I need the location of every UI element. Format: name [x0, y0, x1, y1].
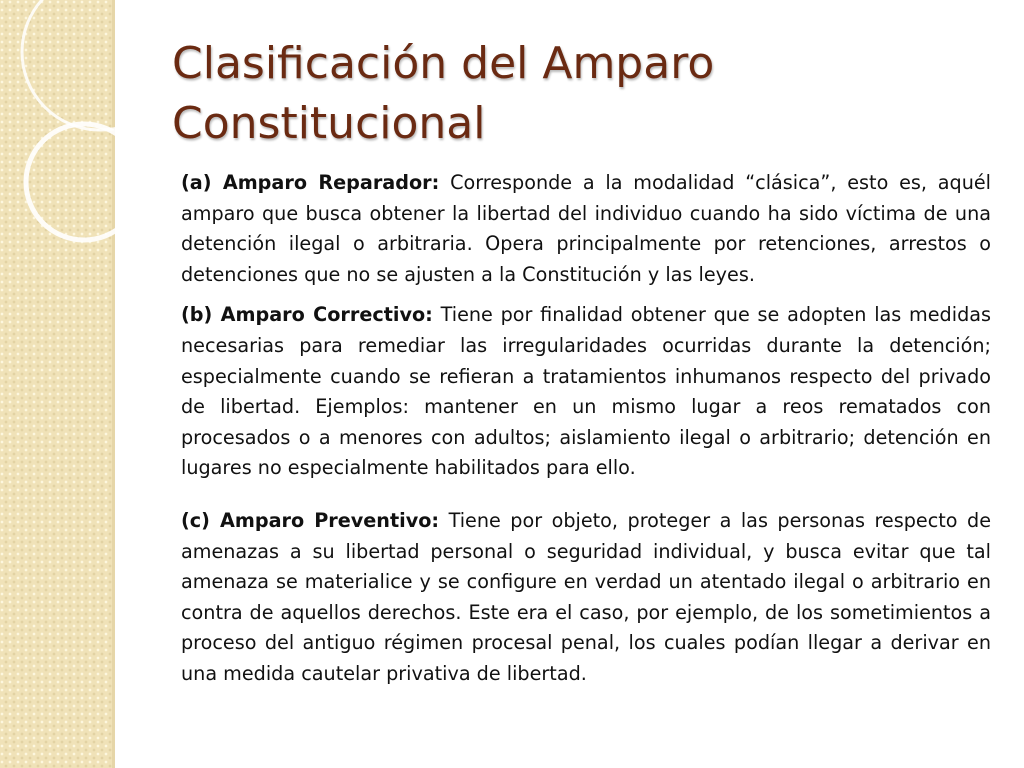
paragraph-amparo-preventivo [181, 506, 991, 690]
slide-title [172, 34, 972, 154]
decorative-rings [0, 0, 200, 280]
paragraph-text: Tiene por finalidad obtener que se adopten las medidas necesarias para remediar las irregularidades ocurridas durante la detención; especialmente cuando se refieran a tratamientos inhumanos respecto del privado de libertad. Ejemplos: mantener en un mismo lugar a reos rematados con procesados o a menores con adultos; aislamiento ilegal o arbitrario; detención en lugares no especialmente habilitados para ello. [181, 303, 991, 480]
paragraph-lead: (b) Amparo Correctivo: [181, 303, 433, 327]
decorative-ring-large [22, 0, 178, 130]
paragraph-amparo-reparador [181, 168, 991, 290]
paragraph-lead: (a) Amparo Reparador: [181, 171, 440, 194]
decorative-ring-small [26, 124, 142, 240]
paragraph-lead: (c) Amparo Preventivo: [181, 508, 440, 532]
slide-title-line-2: Constitucional [172, 98, 486, 149]
paragraph-text: Tiene por objeto, proteger a las personas respecto de amenazas a su libertad personal o seguridad individual, y busca evitar que tal amenaza se materialice y se configure en verdad un atentado ilegal o arbitrario en contra de aquellos derechos. Este era el caso, por ejemplo, de los sometimientos a proceso del antiguo régimen procesal penal, los cuales podían llegar a derivar en una medida cautelar privativa de libertad. [181, 508, 991, 685]
slide-title-line-1: Clasificación del Amparo [172, 38, 715, 89]
slide-body [181, 168, 991, 700]
paragraph-amparo-correctivo [181, 300, 991, 484]
paragraph-text: Corresponde a la modalidad “clásica”, esto es, aquél amparo que busca obtener la libertad del individuo cuando ha sido víctima de una detención ilegal o arbitraria. Opera principalmente por retenciones, arrestos o detenciones que no se ajusten a la Constitución y las leyes. [181, 171, 991, 286]
